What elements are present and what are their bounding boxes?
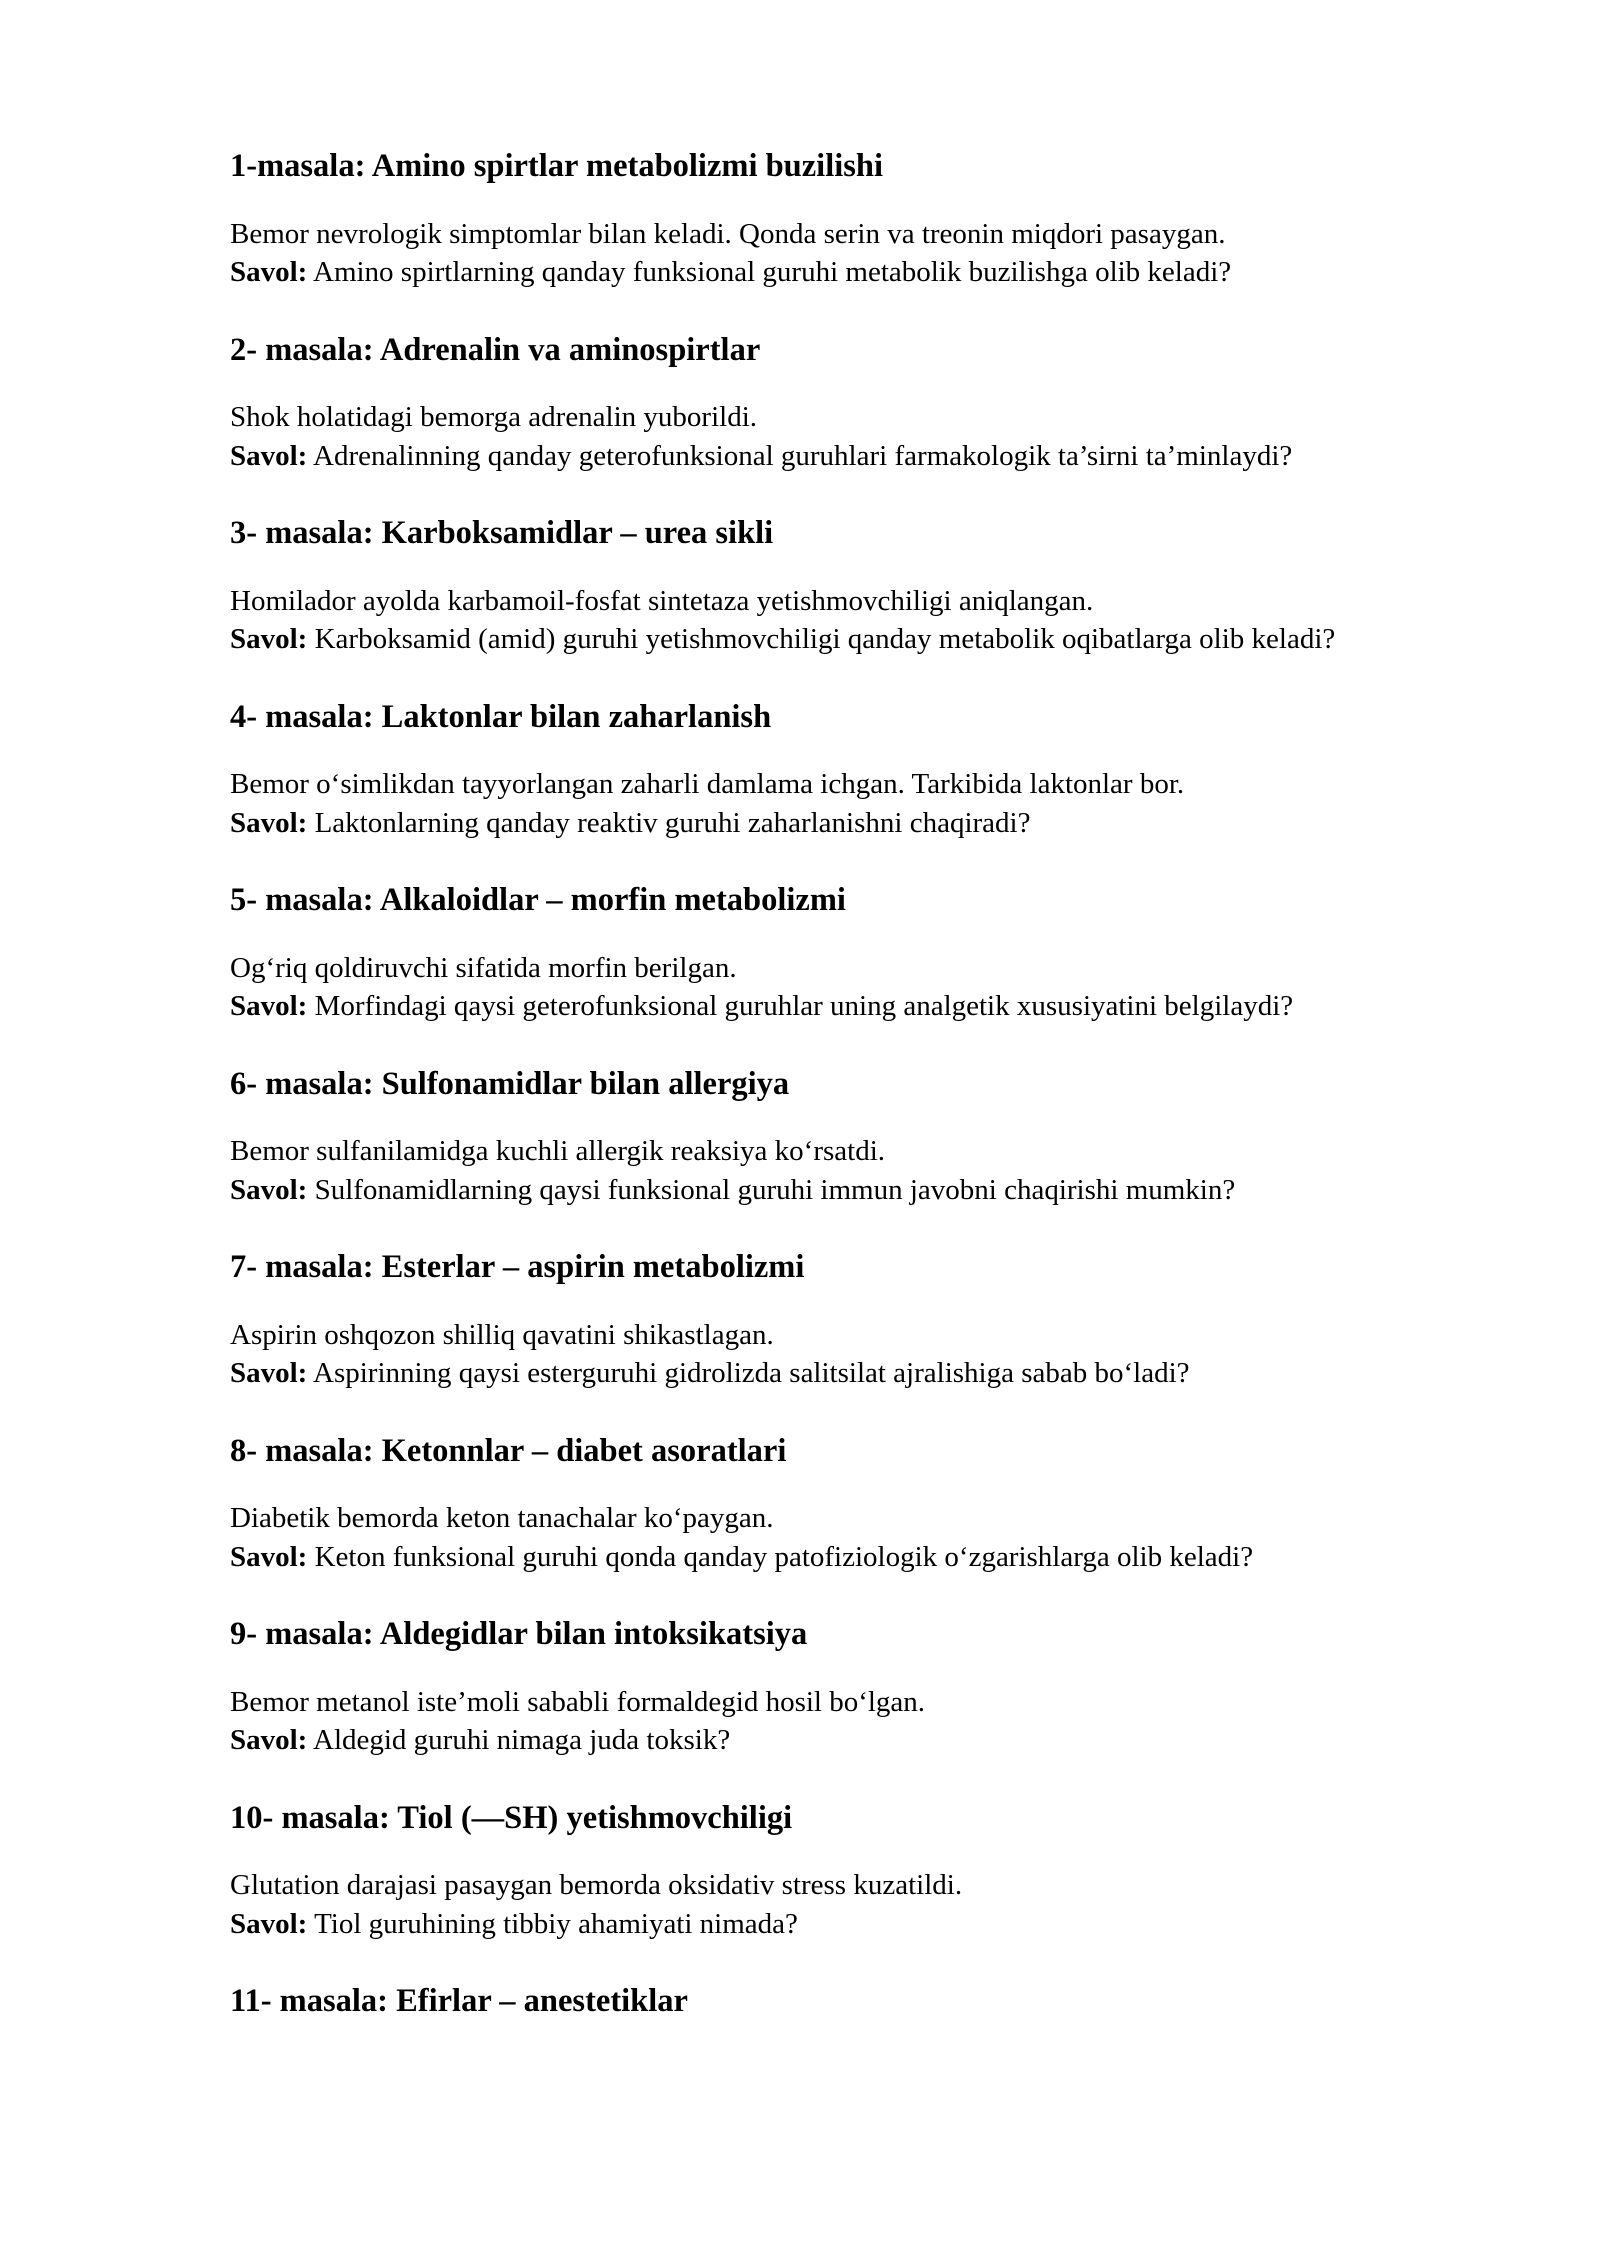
problem-title: 3- masala: Karboksamidlar – urea sikli	[230, 515, 774, 551]
problem-description: Glutation darajasi pasaygan bemorda oksidativ stress kuzatildi.	[230, 1869, 963, 1901]
problem-description: Homilador ayolda karbamoil-fosfat sintetaza yetishmovchiligi aniqlangan.	[230, 584, 1094, 617]
problem-body	[230, 949, 1530, 1026]
question-text: Aldegid guruhi nimaga juda toksik?	[313, 1724, 731, 1756]
problem-description: Bemor sulfanilamidga kuchli allergik reaksiya ko‘rsatdi.	[230, 1135, 886, 1167]
problem-description: Shok holatidagi bemorga adrenalin yuborildi.	[230, 401, 757, 433]
question-text: Sulfonamidlarning qaysi funksional guruhi immun javobni chaqirishi mumkin?	[314, 1173, 1236, 1206]
problem-title: 4- masala: Laktonlar bilan zaharlanish	[230, 698, 772, 735]
question-text: Tiol guruhining tibbiy ahamiyati nimada?	[314, 1907, 798, 1940]
problem-question	[230, 253, 1530, 292]
problem-body	[230, 1316, 1530, 1393]
problem-7	[230, 1251, 1530, 1393]
problem-description: Bemor o‘simlikdan tayyorlangan zaharli damlama ichgan. Tarkibida laktonlar bor.	[230, 768, 1185, 800]
problem-11	[230, 1985, 1530, 2018]
problem-description: Og‘riq qoldiruvchi sifatida morfin berilgan.	[230, 951, 737, 984]
problem-10	[230, 1799, 1530, 1944]
problem-2	[230, 331, 1530, 476]
problem-description: Bemor nevrologik simptomlar bilan keladi. Qonda serin va treonin miqdori pasaygan.	[230, 217, 1226, 250]
question-text: Aspirinning qaysi esterguruhi gidrolizda salitsilat ajralishiga sabab bo‘ladi?	[313, 1357, 1190, 1389]
problem-description: Bemor metanol iste’moli sababli formaldegid hosil bo‘lgan.	[230, 1685, 926, 1718]
problem-8	[230, 1432, 1530, 1577]
problem-question	[230, 987, 1530, 1026]
problem-title: 7- masala: Esterlar – aspirin metabolizmi	[230, 1249, 805, 1285]
problem-1	[230, 150, 1530, 292]
problem-question	[230, 1538, 1530, 1577]
question-label: Savol:	[230, 1357, 308, 1389]
question-text: Karboksamid (amid) guruhi yetishmovchiligi qanday metabolik oqibatlarga olib keladi?	[314, 623, 1336, 655]
question-text: Laktonlarning qanday reaktiv guruhi zaharlanishni chaqiradi?	[314, 806, 1031, 839]
problem-body	[230, 1499, 1530, 1576]
question-text: Adrenalinning qanday geterofunksional guruhlari farmakologik ta’sirni ta’minlaydi?	[313, 439, 1293, 472]
question-label: Savol:	[230, 806, 308, 839]
problem-question	[230, 1171, 1530, 1210]
problem-description: Diabetik bemorda keton tanachalar ko‘paygan.	[230, 1502, 774, 1534]
question-label: Savol:	[230, 623, 308, 655]
problem-body	[230, 1132, 1530, 1209]
problem-body	[230, 1866, 1530, 1943]
question-label: Savol:	[230, 256, 308, 288]
problem-title: 9- masala: Aldegidlar bilan intoksikatsiya	[230, 1616, 808, 1652]
problem-question	[230, 437, 1530, 476]
problem-3	[230, 517, 1530, 659]
problem-title: 5- masala: Alkaloidlar – morfin metabolizmi	[230, 882, 846, 918]
problem-5	[230, 884, 1530, 1026]
problem-question	[230, 1354, 1530, 1393]
problem-question	[230, 1721, 1530, 1760]
problem-body	[230, 215, 1530, 292]
problem-4	[230, 698, 1530, 843]
problem-body	[230, 582, 1530, 659]
problem-title: 10- masala: Tiol (—SH) yetishmovchiligi	[230, 1799, 793, 1836]
document-content	[230, 150, 1530, 2050]
problem-question	[230, 1905, 1530, 1944]
problem-title: 2- masala: Adrenalin va aminospirtlar	[230, 331, 761, 368]
problem-9	[230, 1618, 1530, 1760]
question-label: Savol:	[230, 439, 308, 472]
problem-body	[230, 398, 1530, 475]
problem-title: 11- masala: Efirlar – anestetiklar	[230, 1983, 688, 2019]
problem-body	[230, 765, 1530, 842]
problem-title: 6- masala: Sulfonamidlar bilan allergiya	[230, 1065, 790, 1102]
question-label: Savol:	[230, 1173, 308, 1206]
question-label: Savol:	[230, 990, 308, 1022]
question-text: Morfindagi qaysi geterofunksional guruhlar uning analgetik xususiyatini belgilaydi?	[314, 990, 1294, 1022]
problem-body	[230, 1683, 1530, 1760]
problem-6	[230, 1065, 1530, 1210]
question-label: Savol:	[230, 1724, 308, 1756]
question-text: Keton funksional guruhi qonda qanday patofiziologik o‘zgarishlarga olib keladi?	[314, 1540, 1254, 1573]
problem-question	[230, 620, 1530, 659]
problem-question	[230, 804, 1530, 843]
question-label: Savol:	[230, 1540, 308, 1573]
question-label: Savol:	[230, 1907, 308, 1940]
problem-title: 1-masala: Amino spirtlar metabolizmi buzilishi	[230, 148, 884, 184]
problem-title: 8- masala: Ketonnlar – diabet asoratlari	[230, 1432, 787, 1469]
question-text: Amino spirtlarning qanday funksional guruhi metabolik buzilishga olib keladi?	[313, 256, 1232, 288]
problem-description: Aspirin oshqozon shilliq qavatini shikastlagan.	[230, 1318, 774, 1351]
